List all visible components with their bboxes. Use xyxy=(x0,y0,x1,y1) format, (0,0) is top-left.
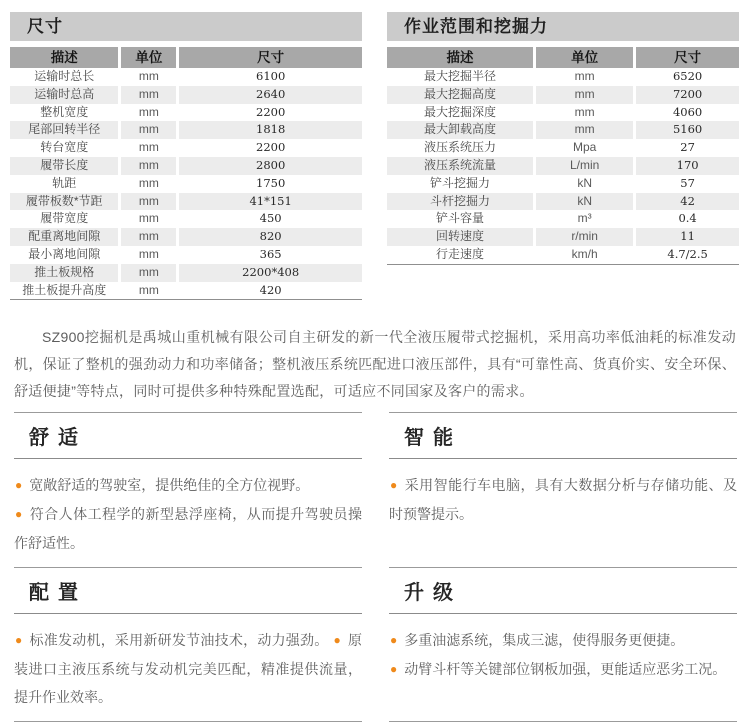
table-row xyxy=(10,68,362,86)
feature-paragraph xyxy=(389,655,737,684)
column-header-unit: 单位 xyxy=(121,47,176,68)
table-row xyxy=(387,246,739,264)
table-cell: 履带板数*节距 xyxy=(10,193,118,211)
table-header-row xyxy=(387,47,739,68)
column-header-value: 尺寸 xyxy=(179,47,362,68)
table-row xyxy=(387,86,739,104)
table-row xyxy=(387,210,739,228)
table-cell: 5160 xyxy=(636,121,739,139)
table-cell: mm xyxy=(138,211,159,226)
section-body xyxy=(389,614,737,694)
table-row xyxy=(387,175,739,193)
feature-text: 宽敞舒适的驾驶室，提供绝佳的全方位视野。 xyxy=(29,477,310,494)
feature-text: 动臂斗杆等关键部位钢板加强，更能适应恶劣工况。 xyxy=(404,661,727,678)
working-range-table xyxy=(387,12,739,300)
feature-paragraph xyxy=(14,471,362,500)
table-cell: 最大挖掘深度 xyxy=(424,104,497,119)
table-cell: 液压系统流量 xyxy=(387,157,533,175)
table-cell: 最大挖掘高度 xyxy=(387,86,533,104)
table-cell: 轨距 xyxy=(52,175,77,190)
table-cell: 回转速度 xyxy=(387,228,533,246)
table-row xyxy=(387,193,739,211)
table-cell: m³ xyxy=(577,211,592,226)
feature-sections xyxy=(14,412,737,722)
table-cell: mm xyxy=(121,121,176,139)
table-body xyxy=(10,68,362,300)
section-title: 升级 xyxy=(404,582,462,605)
section-upgrade xyxy=(389,567,737,722)
table-cell: mm xyxy=(138,69,159,83)
table-row xyxy=(10,193,362,211)
column-header-unit: 单位 xyxy=(536,47,633,68)
table-title-bar xyxy=(387,12,739,41)
table-cell: 2200 xyxy=(256,140,286,155)
table-cell: 27 xyxy=(680,140,695,155)
table-cell: 2200*408 xyxy=(179,264,362,282)
table-cell: mm xyxy=(536,86,633,104)
feature-paragraph xyxy=(14,500,362,557)
table-cell: mm xyxy=(536,121,633,139)
table-cell: 配重离地间隙 xyxy=(10,228,118,246)
feature-text: 符合人体工程学的新型悬浮座椅，从而提升驾驶员操作舒适性。 xyxy=(14,506,362,552)
table-cell: 行走速度 xyxy=(436,246,485,261)
feature-paragraph xyxy=(14,626,362,711)
bullet-icon: ● xyxy=(15,633,23,648)
feature-text: 原装进口主液压系统与发动机完美匹配，精准提供流量，提升作业效率。 xyxy=(14,632,363,706)
table-cell: 斗杆挖掘力 xyxy=(387,193,533,211)
table-title: 作业范围和挖掘力 xyxy=(404,17,548,36)
table-cell: 整机宽度 xyxy=(40,104,89,119)
table-cell: mm xyxy=(138,140,159,155)
table-cell: 11 xyxy=(636,228,739,246)
table-cell: 450 xyxy=(259,211,282,226)
section-body xyxy=(14,459,362,567)
feature-text: 采用智能行车电脑，具有大数据分析与存储功能、及时预警提示。 xyxy=(389,477,737,523)
table-cell: 41*151 xyxy=(179,193,362,211)
table-cell: mm xyxy=(574,69,595,83)
table-cell: mm xyxy=(121,157,176,175)
table-header-row xyxy=(10,47,362,68)
table-row xyxy=(387,228,739,246)
table-cell: 6520 xyxy=(672,69,703,83)
table-cell: 铲斗挖掘力 xyxy=(430,175,491,190)
section-configuration xyxy=(14,567,362,722)
table-row xyxy=(10,175,362,193)
table-cell: 2640 xyxy=(179,86,362,104)
column-header-description: 描述 xyxy=(10,47,118,68)
table-cell: 7200 xyxy=(636,86,739,104)
bullet-icon: ● xyxy=(390,633,398,648)
table-row xyxy=(387,157,739,175)
table-row xyxy=(10,264,362,282)
table-cell: 最大卸载高度 xyxy=(387,121,533,139)
table-cell: 最小离地间隙 xyxy=(28,246,101,261)
table-cell: 420 xyxy=(259,282,282,297)
feature-text: 标准发动机，采用新研发节油技术，动力强劲。 xyxy=(29,632,329,649)
table-row xyxy=(387,68,739,86)
table-cell: 运输时总高 xyxy=(10,86,118,104)
table-cell: 2200 xyxy=(256,104,286,119)
feature-paragraph xyxy=(389,471,737,528)
table-cell: mm xyxy=(121,264,176,282)
table-cell: 4060 xyxy=(672,104,703,119)
table-cell: r/min xyxy=(536,228,633,246)
table-cell: 铲斗容量 xyxy=(436,211,485,226)
column-header-value: 尺寸 xyxy=(636,47,739,68)
table-cell: L/min xyxy=(536,157,633,175)
column-header-description: 描述 xyxy=(387,47,533,68)
table-cell: mm xyxy=(574,104,595,119)
table-title-bar xyxy=(10,12,362,41)
table-cell: mm xyxy=(138,104,159,119)
table-row xyxy=(387,104,739,122)
table-row xyxy=(387,121,739,139)
table-cell: Mpa xyxy=(572,140,597,155)
section-title: 配置 xyxy=(29,582,87,605)
table-row xyxy=(10,228,362,246)
table-cell: mm xyxy=(121,86,176,104)
table-cell: 4.7/2.5 xyxy=(667,246,708,261)
table-row xyxy=(10,86,362,104)
dimensions-table xyxy=(10,12,362,300)
table-title: 尺寸 xyxy=(27,17,63,36)
table-cell: mm xyxy=(138,246,159,261)
table-cell: kN xyxy=(536,193,633,211)
table-cell: 液压系统压力 xyxy=(424,140,497,155)
table-cell: 履带宽度 xyxy=(40,211,89,226)
feature-text: 多重油滤系统，集成三滤，使得服务更便捷。 xyxy=(404,632,685,649)
table-cell: mm xyxy=(138,175,159,190)
table-cell: 6100 xyxy=(256,69,286,83)
table-cell: 170 xyxy=(636,157,739,175)
table-row xyxy=(10,157,362,175)
tables-row xyxy=(10,12,739,300)
section-body xyxy=(389,459,737,538)
table-cell: 转台宽度 xyxy=(40,140,89,155)
table-row xyxy=(10,246,362,264)
bullet-icon: ● xyxy=(15,507,23,522)
table-cell: 2800 xyxy=(179,157,362,175)
table-row xyxy=(10,139,362,157)
table-cell: 履带长度 xyxy=(10,157,118,175)
intro-paragraph: SZ900挖掘机是禹城山重机械有限公司自主研发的新一代全液压履带式挖掘机，采用高功率低油耗的标准发动机，保证了整机的强劲动力和功率储备；整机液压系统匹配进口液压部件，具有“可靠性高、货真价实、安全环保、舒适便捷”等特点，同时可提供多种特殊配置选配，可适应不同国家及客户的需求。 xyxy=(14,329,736,400)
table-cell: mm xyxy=(121,193,176,211)
table-cell: 820 xyxy=(179,228,362,246)
table-cell: 365 xyxy=(259,246,282,261)
feature-paragraph xyxy=(389,626,737,655)
table-cell: 0.4 xyxy=(678,211,697,226)
table-cell: 运输时总长 xyxy=(34,69,95,83)
table-cell: mm xyxy=(121,228,176,246)
table-cell: 尾部回转半径 xyxy=(10,121,118,139)
section-comfort xyxy=(14,412,362,567)
table-cell: 57 xyxy=(680,175,695,190)
table-row xyxy=(387,139,739,157)
table-cell: kN xyxy=(577,175,592,190)
bullet-icon: ● xyxy=(390,478,398,493)
table-cell: 最大挖掘半径 xyxy=(424,69,497,83)
table-cell: mm xyxy=(138,282,159,297)
bullet-icon: ● xyxy=(390,662,398,677)
section-intelligence xyxy=(389,412,737,567)
bullet-icon: ● xyxy=(15,478,23,493)
section-body xyxy=(14,614,362,721)
table-cell: 1750 xyxy=(256,175,286,190)
section-title: 智能 xyxy=(404,427,462,450)
table-row xyxy=(10,282,362,300)
table-cell: 42 xyxy=(636,193,739,211)
table-cell: 1818 xyxy=(179,121,362,139)
section-title: 舒适 xyxy=(29,427,87,450)
table-cell: km/h xyxy=(571,246,598,261)
bullet-icon: ● xyxy=(333,633,342,648)
table-cell: 推土板规格 xyxy=(10,264,118,282)
table-row xyxy=(10,121,362,139)
table-cell: 推土板提升高度 xyxy=(22,282,107,297)
table-row xyxy=(10,210,362,228)
table-body xyxy=(387,68,739,265)
table-row xyxy=(10,104,362,122)
